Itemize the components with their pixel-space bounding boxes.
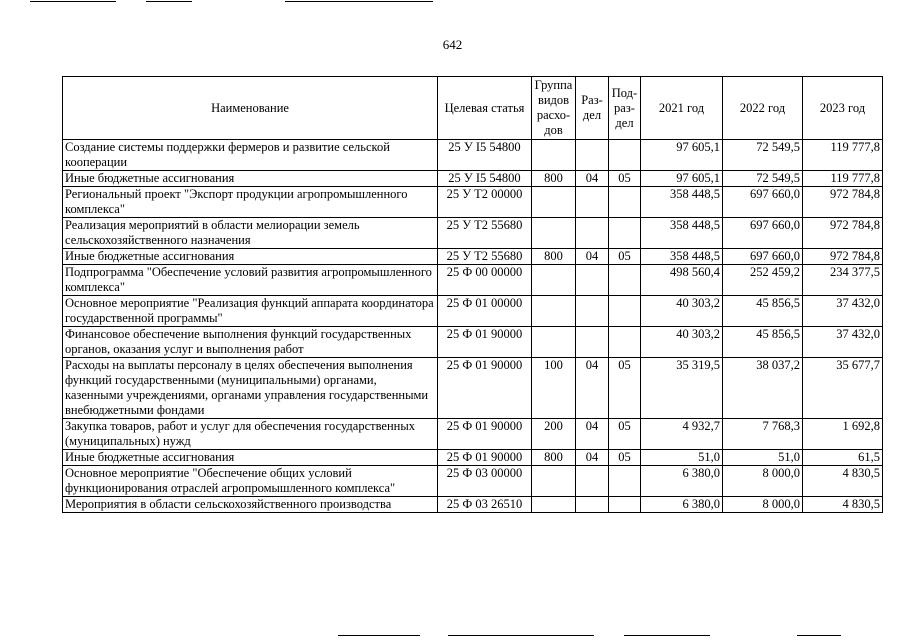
header-subsection: Под-раз-дел xyxy=(609,77,641,140)
cell-y2022: 697 660,0 xyxy=(723,187,803,218)
cell-name: Основное мероприятие "Реализация функций аппарата координатора государственной программы" xyxy=(63,296,438,327)
cell-target: 25 Ф 00 00000 xyxy=(438,265,532,296)
cell-subsection: 05 xyxy=(609,249,641,265)
table-row xyxy=(63,218,883,249)
cell-section: 04 xyxy=(576,450,609,466)
table-row xyxy=(63,327,883,358)
cell-y2021: 97 605,1 xyxy=(641,171,723,187)
cell-y2021: 97 605,1 xyxy=(641,140,723,171)
table-row xyxy=(63,187,883,218)
cell-y2023: 1 692,8 xyxy=(803,419,883,450)
cell-y2023: 972 784,8 xyxy=(803,218,883,249)
bottom-rule-1 xyxy=(338,635,420,636)
cell-target: 25 У Т2 55680 xyxy=(438,249,532,265)
cell-y2021: 35 319,5 xyxy=(641,358,723,419)
cell-group xyxy=(532,296,576,327)
cell-target: 25 У Т2 00000 xyxy=(438,187,532,218)
cell-group: 200 xyxy=(532,419,576,450)
cell-group: 800 xyxy=(532,171,576,187)
cell-y2022: 38 037,2 xyxy=(723,358,803,419)
cell-section: 04 xyxy=(576,249,609,265)
cell-name: Закупка товаров, работ и услуг для обеспечения государственных (муниципальных) нужд xyxy=(63,419,438,450)
table-row xyxy=(63,419,883,450)
table-row xyxy=(63,450,883,466)
cell-y2023: 61,5 xyxy=(803,450,883,466)
cell-subsection xyxy=(609,265,641,296)
cell-subsection xyxy=(609,466,641,497)
cell-group xyxy=(532,218,576,249)
cell-group xyxy=(532,497,576,513)
cell-target: 25 Ф 01 90000 xyxy=(438,327,532,358)
cell-group xyxy=(532,466,576,497)
cell-subsection xyxy=(609,497,641,513)
cell-subsection xyxy=(609,140,641,171)
cell-y2022: 51,0 xyxy=(723,450,803,466)
cell-y2022: 72 549,5 xyxy=(723,140,803,171)
cell-y2023: 972 784,8 xyxy=(803,249,883,265)
table-row xyxy=(63,249,883,265)
cell-y2021: 358 448,5 xyxy=(641,249,723,265)
cell-section xyxy=(576,466,609,497)
cell-y2023: 4 830,5 xyxy=(803,466,883,497)
bottom-rule-4 xyxy=(797,635,841,636)
page-number: 642 xyxy=(442,37,463,52)
cell-section: 04 xyxy=(576,419,609,450)
cell-name: Подпрограмма "Обеспечение условий развития агропромышленного комплекса" xyxy=(63,265,438,296)
cell-section xyxy=(576,140,609,171)
table-row xyxy=(63,497,883,513)
header-2022: 2022 год xyxy=(723,77,803,140)
table-row xyxy=(63,358,883,419)
table-row xyxy=(63,296,883,327)
cell-y2023: 4 830,5 xyxy=(803,497,883,513)
cell-section xyxy=(576,265,609,296)
cell-section xyxy=(576,296,609,327)
cell-group xyxy=(532,327,576,358)
cell-section xyxy=(576,218,609,249)
cell-target: 25 Ф 01 00000 xyxy=(438,296,532,327)
cell-y2021: 40 303,2 xyxy=(641,296,723,327)
cell-y2021: 40 303,2 xyxy=(641,327,723,358)
cell-target: 25 У I5 54800 xyxy=(438,171,532,187)
cell-subsection xyxy=(609,296,641,327)
cell-target: 25 Ф 03 00000 xyxy=(438,466,532,497)
cell-y2023: 35 677,7 xyxy=(803,358,883,419)
cell-name: Реализация мероприятий в области мелиорации земель сельскохозяйственного назначения xyxy=(63,218,438,249)
cell-group: 800 xyxy=(532,249,576,265)
header-target: Целевая статья xyxy=(438,77,532,140)
cell-name: Создание системы поддержки фермеров и развитие сельской кооперации xyxy=(63,140,438,171)
header-name: Наименование xyxy=(63,77,438,140)
cell-y2022: 45 856,5 xyxy=(723,327,803,358)
cell-section xyxy=(576,187,609,218)
cell-subsection: 05 xyxy=(609,171,641,187)
cell-group: 100 xyxy=(532,358,576,419)
cell-y2022: 8 000,0 xyxy=(723,497,803,513)
bottom-rule-3 xyxy=(624,635,710,636)
cell-y2022: 252 459,2 xyxy=(723,265,803,296)
cell-y2021: 6 380,0 xyxy=(641,497,723,513)
cell-y2022: 45 856,5 xyxy=(723,296,803,327)
cell-y2023: 37 432,0 xyxy=(803,327,883,358)
table-row xyxy=(63,265,883,296)
cell-target: 25 Ф 03 26510 xyxy=(438,497,532,513)
cell-target: 25 У Т2 55680 xyxy=(438,218,532,249)
cell-name: Иные бюджетные ассигнования xyxy=(63,249,438,265)
cell-section xyxy=(576,497,609,513)
cell-y2021: 498 560,4 xyxy=(641,265,723,296)
cell-y2023: 37 432,0 xyxy=(803,296,883,327)
cell-name: Финансовое обеспечение выполнения функций государственных органов, оказания услуг и выполнения работ xyxy=(63,327,438,358)
cell-subsection xyxy=(609,187,641,218)
cell-group xyxy=(532,187,576,218)
cell-name: Иные бюджетные ассигнования xyxy=(63,450,438,466)
header-section: Раз-дел xyxy=(576,77,609,140)
cell-y2021: 358 448,5 xyxy=(641,218,723,249)
cell-y2021: 358 448,5 xyxy=(641,187,723,218)
cell-section: 04 xyxy=(576,171,609,187)
cell-y2023: 972 784,8 xyxy=(803,187,883,218)
cell-y2023: 119 777,8 xyxy=(803,171,883,187)
top-rule-2 xyxy=(146,1,192,2)
header-2023: 2023 год xyxy=(803,77,883,140)
cell-y2021: 6 380,0 xyxy=(641,466,723,497)
header-row xyxy=(63,77,883,140)
cell-y2023: 119 777,8 xyxy=(803,140,883,171)
cell-y2022: 7 768,3 xyxy=(723,419,803,450)
table-row xyxy=(63,466,883,497)
table-row xyxy=(63,171,883,187)
cell-subsection xyxy=(609,327,641,358)
cell-target: 25 У I5 54800 xyxy=(438,140,532,171)
cell-name: Региональный проект "Экспорт продукции агропромышленного комплекса" xyxy=(63,187,438,218)
cell-section xyxy=(576,327,609,358)
top-rule-3 xyxy=(285,1,433,2)
table-body xyxy=(63,140,883,513)
cell-y2022: 8 000,0 xyxy=(723,466,803,497)
bottom-rule-2 xyxy=(448,635,594,636)
cell-name: Основное мероприятие "Обеспечение общих условий функционирования отраслей агропромышленного комплекса" xyxy=(63,466,438,497)
header-group: Группа видов расхо-дов xyxy=(532,77,576,140)
cell-y2021: 4 932,7 xyxy=(641,419,723,450)
header-2021: 2021 год xyxy=(641,77,723,140)
cell-subsection: 05 xyxy=(609,419,641,450)
cell-target: 25 Ф 01 90000 xyxy=(438,358,532,419)
cell-section: 04 xyxy=(576,358,609,419)
cell-subsection: 05 xyxy=(609,358,641,419)
cell-target: 25 Ф 01 90000 xyxy=(438,419,532,450)
cell-subsection xyxy=(609,218,641,249)
cell-name: Расходы на выплаты персоналу в целях обеспечения выполнения функций государственными (муниципальными) органами, казенными учреждениями, органами управления государственными внебюджетными фондами xyxy=(63,358,438,419)
cell-y2022: 697 660,0 xyxy=(723,218,803,249)
cell-group: 800 xyxy=(532,450,576,466)
cell-group xyxy=(532,140,576,171)
cell-y2021: 51,0 xyxy=(641,450,723,466)
cell-y2023: 234 377,5 xyxy=(803,265,883,296)
cell-y2022: 697 660,0 xyxy=(723,249,803,265)
cell-group xyxy=(532,265,576,296)
top-rule-1 xyxy=(30,1,116,2)
cell-name: Иные бюджетные ассигнования xyxy=(63,171,438,187)
cell-y2022: 72 549,5 xyxy=(723,171,803,187)
cell-subsection: 05 xyxy=(609,450,641,466)
table-row xyxy=(63,140,883,171)
budget-table xyxy=(62,76,883,513)
cell-name: Мероприятия в области сельскохозяйственного производства xyxy=(63,497,438,513)
cell-target: 25 Ф 01 90000 xyxy=(438,450,532,466)
